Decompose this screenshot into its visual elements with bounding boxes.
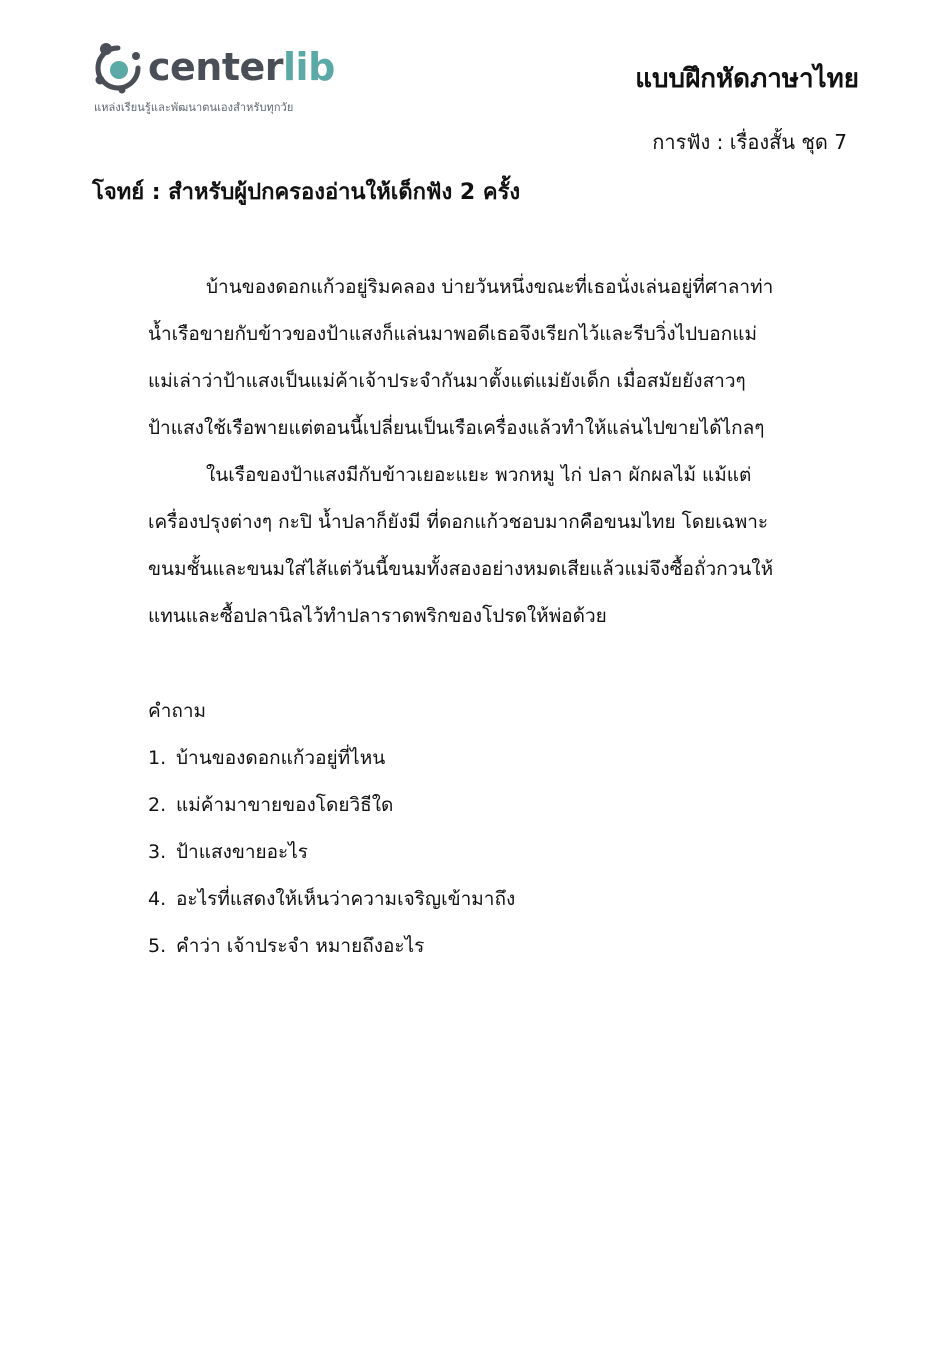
question-number: 2. bbox=[148, 794, 167, 816]
centerlib-logo bbox=[92, 42, 342, 114]
questions-heading: คำถาม bbox=[148, 700, 207, 722]
question-text: ป้าแสงขายอะไร bbox=[176, 841, 309, 863]
question-item bbox=[148, 829, 848, 876]
question-item bbox=[148, 923, 848, 970]
question-number: 1. bbox=[148, 747, 167, 769]
page-subtitle: การฟัง : เรื่องสั้น ชุด 7 bbox=[652, 130, 847, 154]
story-line: เครื่องปรุงต่างๆ กะปิ น้ำปลาก็ยังมี ที่ดอกแก้วชอบมากคือขนมไทย โดยเฉพาะ bbox=[148, 511, 769, 533]
story-line: บ้านของดอกแก้วอยู่ริมคลอง บ่ายวันหนึ่งขณะที่เธอนั่งเล่นอยู่ที่ศาลาท่า bbox=[206, 276, 774, 298]
story-passage bbox=[148, 264, 860, 640]
question-number: 5. bbox=[148, 935, 167, 957]
page-title: แบบฝึกหัดภาษาไทย bbox=[635, 64, 859, 94]
brand-wordmark: centerlib bbox=[148, 45, 335, 89]
question-item bbox=[148, 876, 848, 923]
story-line: แทนและซื้อปลานิลไว้ทำปลาราดพริกของโปรดให้พ่อด้วย bbox=[148, 605, 607, 627]
brand-tagline: แหล่งเรียนรู้และพัฒนาตนเองสำหรับทุกวัย bbox=[94, 101, 294, 114]
story-line: ในเรือของป้าแสงมีกับข้าวเยอะแยะ พวกหมู ไก่ ปลา ผักผลไม้ แม้แต่ bbox=[206, 464, 752, 486]
story-line: น้ำเรือขายกับข้าวของป้าแสงก็แล่นมาพอดีเธอจึงเรียกไว้และรีบวิ่งไปบอกแม่ bbox=[148, 323, 757, 345]
story-line: ขนมชั้นและขนมใส่ไส้แต่วันนี้ขนมทั้งสองอย่างหมดเสียแล้วแม่จึงซื้อถั่วกวนให้ bbox=[148, 558, 774, 580]
questions-section bbox=[148, 688, 848, 970]
instruction-heading: โจทย์ : สำหรับผู้ปกครองอ่านให้เด็กฟัง 2 ครั้ง bbox=[92, 180, 521, 205]
question-number: 4. bbox=[148, 888, 167, 910]
question-text: อะไรที่แสดงให้เห็นว่าความเจริญเข้ามาถึง bbox=[176, 888, 516, 910]
question-text: แม่ค้ามาขายของโดยวิธีใด bbox=[176, 794, 394, 816]
question-item bbox=[148, 735, 848, 782]
question-item bbox=[148, 782, 848, 829]
story-line: ป้าแสงใช้เรือพายแต่ตอนนี้เปลี่ยนเป็นเรือเครื่องแล้วทำให้แล่นไปขายได้ไกลๆ bbox=[148, 417, 765, 439]
molecule-logo-icon bbox=[92, 42, 144, 96]
question-text: บ้านของดอกแก้วอยู่ที่ไหน bbox=[176, 747, 386, 769]
story-line: แม่เล่าว่าป้าแสงเป็นแม่ค้าเจ้าประจำกันมาตั้งแต่แม่ยังเด็ก เมื่อสมัยยังสาวๆ bbox=[148, 370, 746, 392]
question-number: 3. bbox=[148, 841, 167, 863]
question-text: คำว่า เจ้าประจำ หมายถึงอะไร bbox=[176, 935, 425, 957]
